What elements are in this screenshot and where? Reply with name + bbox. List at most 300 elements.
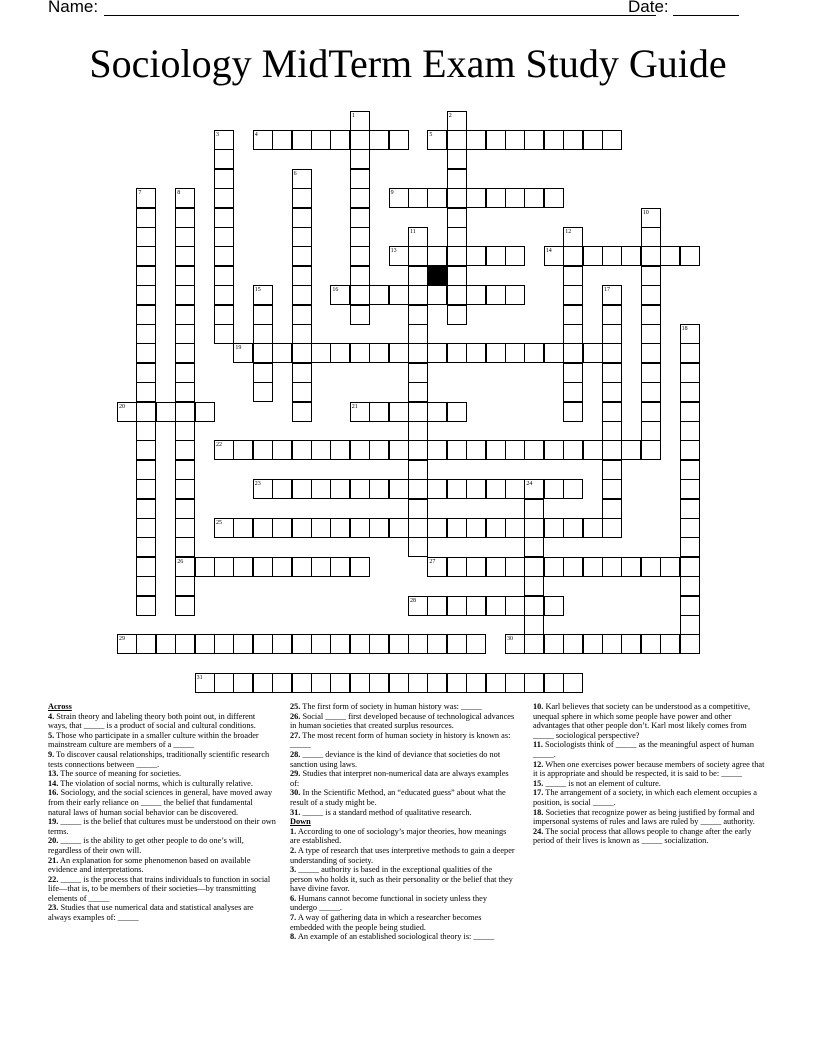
crossword-cell[interactable] <box>136 402 156 422</box>
crossword-cell[interactable] <box>350 227 370 247</box>
crossword-cell[interactable] <box>292 246 312 266</box>
crossword-cell[interactable] <box>427 402 447 422</box>
crossword-cell[interactable] <box>292 227 312 247</box>
crossword-cell[interactable] <box>175 246 195 266</box>
crossword-cell[interactable] <box>641 305 661 325</box>
crossword-cell[interactable] <box>175 285 195 305</box>
crossword-cell[interactable] <box>563 305 583 325</box>
crossword-cell[interactable] <box>602 343 622 363</box>
crossword-cell[interactable] <box>447 402 467 422</box>
crossword-cell[interactable] <box>544 518 564 538</box>
crossword-cell[interactable] <box>292 440 312 460</box>
crossword-cell[interactable] <box>369 440 389 460</box>
crossword-cell[interactable] <box>466 479 486 499</box>
crossword-cell[interactable] <box>583 440 603 460</box>
crossword-cell[interactable] <box>195 634 215 654</box>
crossword-cell[interactable] <box>350 169 370 189</box>
crossword-cell[interactable] <box>175 343 195 363</box>
crossword-cell[interactable] <box>524 576 544 596</box>
crossword-cell[interactable] <box>389 673 409 693</box>
crossword-cell[interactable] <box>136 460 156 480</box>
crossword-cell[interactable] <box>311 634 331 654</box>
crossword-cell[interactable] <box>563 382 583 402</box>
crossword-cell[interactable] <box>602 246 622 266</box>
crossword-cell[interactable] <box>408 402 428 422</box>
crossword-cell[interactable] <box>486 557 506 577</box>
crossword-cell[interactable] <box>427 440 447 460</box>
crossword-cell[interactable] <box>544 343 564 363</box>
crossword-cell[interactable] <box>175 479 195 499</box>
crossword-cell[interactable] <box>524 634 544 654</box>
crossword-cell[interactable] <box>427 673 447 693</box>
crossword-cell[interactable] <box>136 479 156 499</box>
crossword-cell[interactable] <box>447 673 467 693</box>
crossword-cell[interactable] <box>136 518 156 538</box>
crossword-cell[interactable] <box>466 130 486 150</box>
crossword-cell[interactable] <box>292 402 312 422</box>
crossword-cell[interactable] <box>350 634 370 654</box>
crossword-cell[interactable] <box>369 634 389 654</box>
crossword-cell[interactable] <box>486 518 506 538</box>
crossword-cell[interactable] <box>175 363 195 383</box>
crossword-cell[interactable] <box>680 615 700 635</box>
crossword-cell[interactable] <box>544 479 564 499</box>
crossword-cell[interactable] <box>311 130 331 150</box>
crossword-cell[interactable] <box>466 634 486 654</box>
crossword-cell[interactable] <box>350 149 370 169</box>
crossword-cell[interactable] <box>621 440 641 460</box>
crossword-cell[interactable] <box>389 479 409 499</box>
crossword-cell[interactable] <box>408 537 428 557</box>
crossword-cell[interactable] <box>214 208 234 228</box>
crossword-cell[interactable] <box>524 188 544 208</box>
crossword-cell[interactable] <box>253 518 273 538</box>
crossword-cell[interactable] <box>466 518 486 538</box>
crossword-cell[interactable] <box>563 266 583 286</box>
crossword-cell[interactable] <box>253 324 273 344</box>
crossword-cell[interactable] <box>466 188 486 208</box>
crossword-cell[interactable] <box>214 149 234 169</box>
crossword-cell[interactable] <box>563 634 583 654</box>
crossword-cell[interactable] <box>292 285 312 305</box>
crossword-cell[interactable] <box>447 596 467 616</box>
crossword-cell[interactable] <box>253 343 273 363</box>
crossword-cell[interactable] <box>583 518 603 538</box>
crossword-cell[interactable] <box>175 440 195 460</box>
crossword-cell[interactable] <box>292 382 312 402</box>
crossword-cell[interactable] <box>505 285 525 305</box>
crossword-cell[interactable] <box>524 673 544 693</box>
crossword-cell[interactable] <box>563 518 583 538</box>
crossword-cell[interactable] <box>253 557 273 577</box>
crossword-cell[interactable] <box>311 557 331 577</box>
crossword-cell[interactable] <box>447 557 467 577</box>
crossword-cell[interactable] <box>544 440 564 460</box>
crossword-cell[interactable] <box>253 673 273 693</box>
crossword-cell[interactable] <box>292 208 312 228</box>
crossword-cell[interactable] <box>311 479 331 499</box>
crossword-cell[interactable] <box>136 537 156 557</box>
crossword-cell[interactable] <box>136 343 156 363</box>
crossword-cell[interactable] <box>350 673 370 693</box>
crossword-cell[interactable] <box>544 188 564 208</box>
crossword-cell[interactable] <box>408 421 428 441</box>
crossword-cell[interactable] <box>602 557 622 577</box>
crossword-cell[interactable] <box>641 634 661 654</box>
crossword-cell[interactable] <box>369 402 389 422</box>
crossword-cell[interactable] <box>369 673 389 693</box>
crossword-cell[interactable] <box>524 343 544 363</box>
crossword-cell[interactable] <box>272 479 292 499</box>
crossword-cell[interactable] <box>389 402 409 422</box>
crossword-cell[interactable] <box>408 479 428 499</box>
crossword-cell[interactable] <box>602 460 622 480</box>
crossword-cell[interactable] <box>408 382 428 402</box>
crossword-cell[interactable] <box>602 130 622 150</box>
crossword-cell[interactable] <box>524 518 544 538</box>
crossword-cell[interactable] <box>583 557 603 577</box>
crossword-cell[interactable] <box>272 518 292 538</box>
crossword-cell[interactable] <box>175 305 195 325</box>
crossword-cell[interactable] <box>544 130 564 150</box>
crossword-cell[interactable] <box>524 130 544 150</box>
crossword-cell[interactable] <box>175 227 195 247</box>
crossword-cell[interactable] <box>466 673 486 693</box>
crossword-cell[interactable] <box>214 285 234 305</box>
crossword-cell[interactable] <box>214 227 234 247</box>
crossword-cell[interactable] <box>524 440 544 460</box>
crossword-cell[interactable] <box>136 634 156 654</box>
crossword-cell[interactable] <box>136 285 156 305</box>
crossword-cell[interactable] <box>466 285 486 305</box>
crossword-cell[interactable] <box>175 266 195 286</box>
crossword-cell[interactable] <box>447 479 467 499</box>
crossword-cell[interactable] <box>563 673 583 693</box>
crossword-cell[interactable] <box>156 402 176 422</box>
crossword-cell[interactable] <box>427 479 447 499</box>
crossword-cell[interactable] <box>563 440 583 460</box>
crossword-cell[interactable] <box>680 460 700 480</box>
crossword-cell[interactable] <box>621 246 641 266</box>
crossword-cell[interactable] <box>408 266 428 286</box>
crossword-cell[interactable] <box>505 246 525 266</box>
crossword-cell[interactable] <box>408 363 428 383</box>
crossword-cell[interactable] <box>350 246 370 266</box>
crossword-cell[interactable] <box>563 479 583 499</box>
crossword-cell[interactable] <box>680 634 700 654</box>
crossword-cell[interactable] <box>389 343 409 363</box>
crossword-cell[interactable] <box>272 343 292 363</box>
crossword-cell[interactable] <box>233 440 253 460</box>
crossword-cell[interactable] <box>563 324 583 344</box>
crossword-cell[interactable] <box>563 557 583 577</box>
crossword-cell[interactable] <box>602 382 622 402</box>
crossword-cell[interactable] <box>136 363 156 383</box>
crossword-cell[interactable] <box>214 305 234 325</box>
crossword-cell[interactable] <box>311 518 331 538</box>
crossword-cell[interactable] <box>466 246 486 266</box>
crossword-cell[interactable] <box>505 518 525 538</box>
crossword-cell[interactable] <box>272 130 292 150</box>
crossword-cell[interactable] <box>233 634 253 654</box>
crossword-cell[interactable] <box>369 518 389 538</box>
crossword-cell[interactable] <box>136 227 156 247</box>
crossword-cell[interactable] <box>544 557 564 577</box>
crossword-cell[interactable] <box>292 305 312 325</box>
crossword-cell[interactable] <box>447 634 467 654</box>
crossword-cell[interactable] <box>195 402 215 422</box>
crossword-cell[interactable] <box>136 557 156 577</box>
crossword-cell[interactable] <box>330 130 350 150</box>
crossword-cell[interactable] <box>311 440 331 460</box>
crossword-cell[interactable] <box>350 188 370 208</box>
crossword-cell[interactable] <box>292 130 312 150</box>
crossword-cell[interactable] <box>524 557 544 577</box>
crossword-cell[interactable] <box>408 188 428 208</box>
crossword-cell[interactable] <box>408 460 428 480</box>
crossword-cell[interactable] <box>369 285 389 305</box>
crossword-cell[interactable] <box>447 285 467 305</box>
crossword-cell[interactable] <box>563 363 583 383</box>
crossword-cell[interactable] <box>175 208 195 228</box>
crossword-cell[interactable] <box>175 402 195 422</box>
crossword-cell[interactable] <box>272 673 292 693</box>
crossword-cell[interactable] <box>641 343 661 363</box>
crossword-cell[interactable] <box>272 634 292 654</box>
crossword-cell[interactable] <box>311 343 331 363</box>
crossword-cell[interactable] <box>427 188 447 208</box>
crossword-cell[interactable] <box>505 440 525 460</box>
crossword-cell[interactable] <box>311 673 331 693</box>
crossword-cell[interactable] <box>680 246 700 266</box>
crossword-cell[interactable] <box>253 634 273 654</box>
crossword-cell[interactable] <box>544 634 564 654</box>
crossword-cell[interactable] <box>330 673 350 693</box>
crossword-cell[interactable] <box>427 634 447 654</box>
crossword-cell[interactable] <box>292 343 312 363</box>
crossword-cell[interactable] <box>136 266 156 286</box>
crossword-cell[interactable] <box>466 596 486 616</box>
crossword-cell[interactable] <box>253 382 273 402</box>
crossword-cell[interactable] <box>175 576 195 596</box>
crossword-cell[interactable] <box>175 421 195 441</box>
crossword-cell[interactable] <box>602 402 622 422</box>
crossword-cell[interactable] <box>524 499 544 519</box>
crossword-cell[interactable] <box>233 518 253 538</box>
crossword-cell[interactable] <box>175 460 195 480</box>
crossword-cell[interactable] <box>175 596 195 616</box>
crossword-cell[interactable] <box>621 557 641 577</box>
crossword-cell[interactable] <box>505 479 525 499</box>
crossword-cell[interactable] <box>641 557 661 577</box>
crossword-cell[interactable] <box>427 343 447 363</box>
crossword-cell[interactable] <box>641 363 661 383</box>
crossword-cell[interactable] <box>195 557 215 577</box>
crossword-cell[interactable] <box>680 499 700 519</box>
crossword-cell[interactable] <box>292 188 312 208</box>
crossword-cell[interactable] <box>427 285 447 305</box>
crossword-cell[interactable] <box>680 440 700 460</box>
crossword-cell[interactable] <box>427 518 447 538</box>
crossword-cell[interactable] <box>330 518 350 538</box>
crossword-cell[interactable] <box>602 518 622 538</box>
crossword-cell[interactable] <box>292 363 312 383</box>
crossword-cell[interactable] <box>447 343 467 363</box>
crossword-cell[interactable] <box>214 188 234 208</box>
crossword-cell[interactable] <box>330 440 350 460</box>
crossword-cell[interactable] <box>330 343 350 363</box>
crossword-cell[interactable] <box>136 421 156 441</box>
crossword-cell[interactable] <box>447 149 467 169</box>
crossword-cell[interactable] <box>486 246 506 266</box>
crossword-cell[interactable] <box>641 382 661 402</box>
crossword-cell[interactable] <box>389 285 409 305</box>
crossword-cell[interactable] <box>621 634 641 654</box>
crossword-cell[interactable] <box>408 324 428 344</box>
crossword-cell[interactable] <box>330 479 350 499</box>
crossword-cell[interactable] <box>369 479 389 499</box>
crossword-cell[interactable] <box>660 557 680 577</box>
crossword-cell[interactable] <box>583 246 603 266</box>
crossword-cell[interactable] <box>136 440 156 460</box>
crossword-cell[interactable] <box>447 440 467 460</box>
crossword-cell[interactable] <box>292 479 312 499</box>
crossword-cell[interactable] <box>253 440 273 460</box>
crossword-cell[interactable] <box>253 363 273 383</box>
crossword-cell[interactable] <box>680 343 700 363</box>
crossword-cell[interactable] <box>233 673 253 693</box>
crossword-cell[interactable] <box>486 596 506 616</box>
crossword-cell[interactable] <box>214 673 234 693</box>
crossword-cell[interactable] <box>214 266 234 286</box>
crossword-cell[interactable] <box>272 440 292 460</box>
crossword-cell[interactable] <box>466 343 486 363</box>
crossword-cell[interactable] <box>292 673 312 693</box>
crossword-cell[interactable] <box>602 440 622 460</box>
crossword-cell[interactable] <box>350 518 370 538</box>
crossword-cell[interactable] <box>505 343 525 363</box>
crossword-cell[interactable] <box>136 305 156 325</box>
crossword-cell[interactable] <box>447 305 467 325</box>
crossword-cell[interactable] <box>447 246 467 266</box>
crossword-cell[interactable] <box>447 518 467 538</box>
crossword-cell[interactable] <box>214 557 234 577</box>
crossword-cell[interactable] <box>136 324 156 344</box>
crossword-cell[interactable] <box>524 615 544 635</box>
crossword-cell[interactable] <box>408 285 428 305</box>
crossword-cell[interactable] <box>292 634 312 654</box>
crossword-cell[interactable] <box>175 518 195 538</box>
crossword-cell[interactable] <box>447 188 467 208</box>
crossword-cell[interactable] <box>292 266 312 286</box>
crossword-cell[interactable] <box>524 537 544 557</box>
crossword-cell[interactable] <box>505 188 525 208</box>
crossword-cell[interactable] <box>660 634 680 654</box>
crossword-cell[interactable] <box>505 557 525 577</box>
crossword-cell[interactable] <box>563 246 583 266</box>
crossword-cell[interactable] <box>466 557 486 577</box>
crossword-cell[interactable] <box>408 673 428 693</box>
crossword-cell[interactable] <box>214 634 234 654</box>
crossword-cell[interactable] <box>427 246 447 266</box>
crossword-cell[interactable] <box>156 634 176 654</box>
crossword-cell[interactable] <box>466 440 486 460</box>
crossword-cell[interactable] <box>136 576 156 596</box>
crossword-cell[interactable] <box>408 440 428 460</box>
crossword-cell[interactable] <box>389 634 409 654</box>
crossword-cell[interactable] <box>214 324 234 344</box>
crossword-cell[interactable] <box>680 421 700 441</box>
crossword-cell[interactable] <box>486 285 506 305</box>
crossword-cell[interactable] <box>544 596 564 616</box>
crossword-cell[interactable] <box>447 130 467 150</box>
crossword-cell[interactable] <box>680 382 700 402</box>
crossword-cell[interactable] <box>680 363 700 383</box>
crossword-cell[interactable] <box>680 596 700 616</box>
crossword-cell[interactable] <box>447 227 467 247</box>
crossword-cell[interactable] <box>447 266 467 286</box>
crossword-cell[interactable] <box>136 382 156 402</box>
crossword-cell[interactable] <box>505 596 525 616</box>
crossword-cell[interactable] <box>486 343 506 363</box>
crossword-cell[interactable] <box>350 130 370 150</box>
crossword-cell[interactable] <box>641 285 661 305</box>
crossword-cell[interactable] <box>563 343 583 363</box>
crossword-cell[interactable] <box>408 246 428 266</box>
crossword-cell[interactable] <box>136 499 156 519</box>
crossword-cell[interactable] <box>447 169 467 189</box>
crossword-cell[interactable] <box>136 208 156 228</box>
crossword-cell[interactable] <box>505 130 525 150</box>
crossword-cell[interactable] <box>136 246 156 266</box>
crossword-cell[interactable] <box>544 673 564 693</box>
crossword-cell[interactable] <box>486 673 506 693</box>
crossword-cell[interactable] <box>330 634 350 654</box>
crossword-cell[interactable] <box>641 246 661 266</box>
crossword-cell[interactable] <box>408 499 428 519</box>
crossword-cell[interactable] <box>680 537 700 557</box>
crossword-cell[interactable] <box>680 576 700 596</box>
crossword-cell[interactable] <box>602 499 622 519</box>
crossword-cell[interactable] <box>641 421 661 441</box>
crossword-cell[interactable] <box>563 285 583 305</box>
crossword-cell[interactable] <box>350 208 370 228</box>
crossword-cell[interactable] <box>680 402 700 422</box>
crossword-cell[interactable] <box>350 285 370 305</box>
crossword-cell[interactable] <box>602 479 622 499</box>
crossword-cell[interactable] <box>447 208 467 228</box>
crossword-cell[interactable] <box>602 363 622 383</box>
crossword-cell[interactable] <box>563 130 583 150</box>
crossword-cell[interactable] <box>680 557 700 577</box>
crossword-cell[interactable] <box>350 266 370 286</box>
crossword-cell[interactable] <box>583 343 603 363</box>
crossword-cell[interactable] <box>330 557 350 577</box>
crossword-cell[interactable] <box>175 499 195 519</box>
crossword-cell[interactable] <box>660 246 680 266</box>
crossword-cell[interactable] <box>389 130 409 150</box>
crossword-cell[interactable] <box>641 227 661 247</box>
crossword-cell[interactable] <box>292 324 312 344</box>
crossword-cell[interactable] <box>350 557 370 577</box>
crossword-cell[interactable] <box>524 596 544 616</box>
crossword-cell[interactable] <box>602 421 622 441</box>
crossword-cell[interactable] <box>389 518 409 538</box>
crossword-cell[interactable] <box>175 324 195 344</box>
crossword-cell[interactable] <box>175 537 195 557</box>
crossword-cell[interactable] <box>292 518 312 538</box>
crossword-cell[interactable] <box>680 479 700 499</box>
